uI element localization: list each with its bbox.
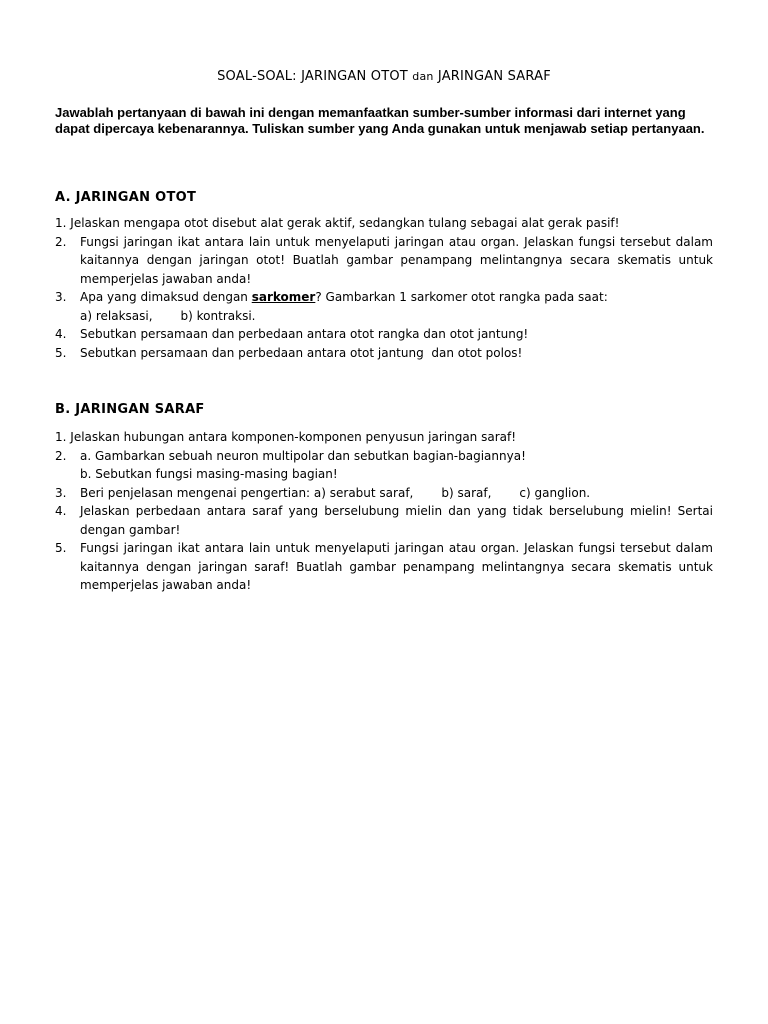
- question-number: 2.: [55, 234, 67, 249]
- title-part-2: JARINGAN SARAF: [433, 69, 551, 84]
- question-text: Fungsi jaringan ikat antara lain untuk menyelaputi jaringan atau organ. Jelaskan fungsi tersebut dalam kaitannya dengan jaringan otot! Buatlah gambar penampang melintangnya secara skematis untuk memperjelas jawaban anda!: [80, 234, 713, 286]
- section-a-heading: A. JARINGAN OTOT: [55, 190, 197, 205]
- question-text: Sebutkan persamaan dan perbedaan antara otot rangka dan otot jantung!: [80, 327, 529, 341]
- question-number: 4.: [55, 327, 67, 341]
- question-part-b: b. Sebutkan fungsi masing-masing bagian!: [80, 467, 338, 481]
- section-b-heading: B. JARINGAN SARAF: [55, 402, 205, 417]
- question-b4: [55, 502, 713, 539]
- question-text: Fungsi jaringan ikat antara lain untuk menyelaputi jaringan atau organ. Jelaskan fungsi tersebut dalam kaitannya dengan jaringan saraf! Buatlah gambar penampang melintangnya secara skematis untuk memperjelas jawaban anda!: [80, 541, 713, 592]
- question-a2: [55, 233, 713, 289]
- question-a3: [55, 288, 713, 325]
- option-b: b) saraf,: [441, 485, 492, 500]
- title-part-1: SOAL-SOAL: JARINGAN OTOT: [217, 69, 413, 84]
- question-text: Jelaskan mengapa otot disebut alat gerak aktif, sedangkan tulang sebagai alat gerak pasif!: [70, 216, 620, 230]
- option-c: c) ganglion.: [519, 485, 591, 500]
- question-options: [80, 307, 713, 326]
- question-number: 3.: [55, 290, 67, 304]
- document-title: [0, 68, 768, 86]
- question-number: 5.: [55, 541, 67, 555]
- question-part-a: a. Gambarkan sebuah neuron multipolar dan sebutkan bagian-bagiannya!: [80, 448, 526, 463]
- question-number: 4.: [55, 504, 67, 518]
- question-number: 5.: [55, 345, 67, 360]
- question-text-before: Apa yang dimaksud dengan: [80, 290, 252, 304]
- question-text: Sebutkan persamaan dan perbedaan antara otot jantung dan otot polos!: [80, 345, 523, 360]
- question-b1: [55, 428, 713, 447]
- question-number: 3.: [55, 485, 67, 500]
- question-a1: [55, 214, 713, 233]
- question-number: 1.: [55, 430, 67, 444]
- question-b5: [55, 539, 713, 595]
- question-number: 2.: [55, 448, 67, 463]
- question-a5: [55, 344, 713, 363]
- question-text: Beri penjelasan mengenai pengertian: a) serabut saraf,: [80, 485, 414, 500]
- question-text: Jelaskan perbedaan antara saraf yang berselubung mielin dan yang tidak berselubung mielin! Sertai dengan gambar!: [80, 504, 713, 537]
- option-a: a) relaksasi,: [80, 308, 153, 323]
- term-sarkomer: sarkomer: [251, 290, 316, 304]
- question-text: Jelaskan hubungan antara komponen-komponen penyusun jaringan saraf!: [70, 430, 517, 444]
- section-a-question-list: [55, 214, 713, 362]
- instruction-paragraph: Jawablah pertanyaan di bawah ini dengan memanfaatkan sumber-sumber informasi dari internet yang dapat dipercaya kebenarannya. Tuliskan sumber yang Anda gunakan untuk menjawab setiap pertanyaan.: [55, 105, 705, 136]
- question-text-after: ? Gambarkan 1 sarkomer otot rangka pada saat:: [315, 290, 608, 304]
- option-b: b) kontraksi.: [180, 308, 256, 323]
- question-b2: [55, 447, 713, 484]
- question-number: 1.: [55, 216, 67, 230]
- title-dan: dan: [412, 70, 434, 83]
- question-b3: [55, 484, 713, 503]
- question-line: [80, 288, 713, 307]
- question-a4: [55, 325, 713, 344]
- section-b-question-list: [55, 428, 713, 595]
